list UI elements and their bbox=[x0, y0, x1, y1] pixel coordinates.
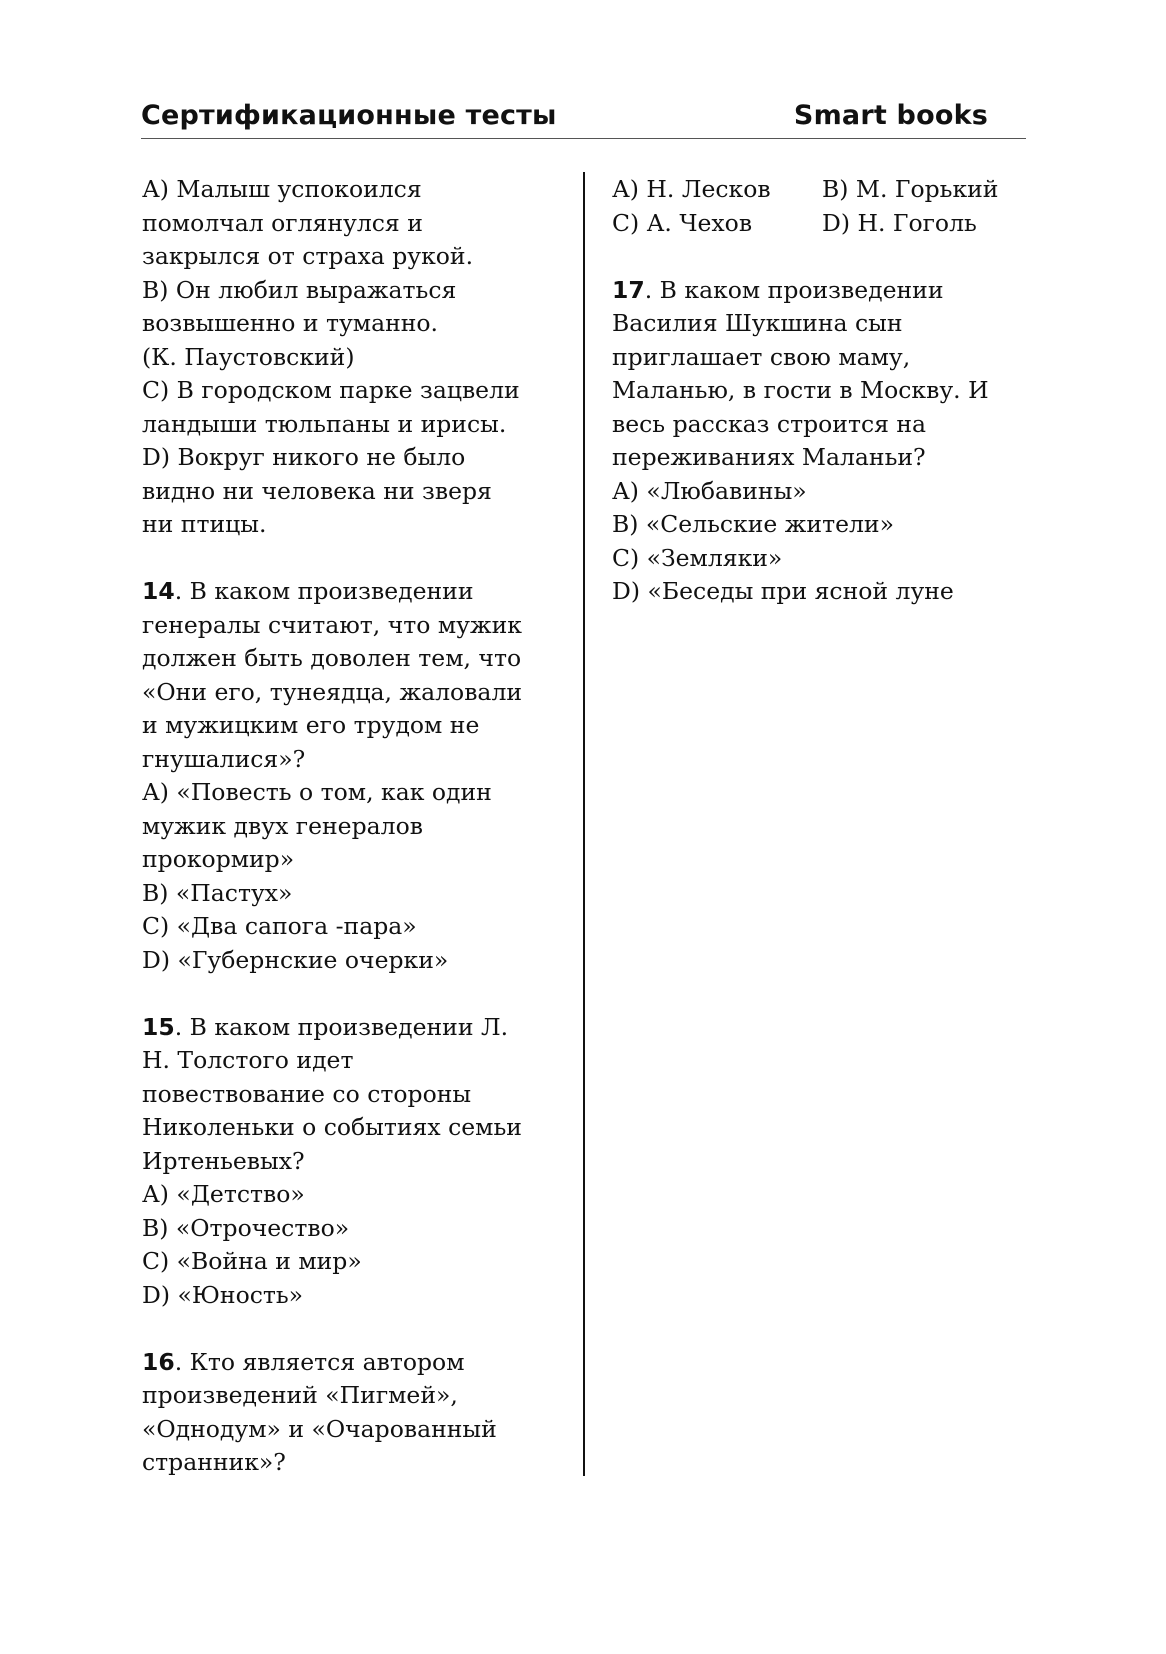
question-number: 14 bbox=[142, 577, 175, 605]
answer-option: А) «Детство» bbox=[142, 1180, 305, 1208]
text-line: должен быть доволен тем, что bbox=[142, 644, 522, 672]
left-column bbox=[142, 173, 572, 1480]
text-line: приглашает свою маму, bbox=[612, 342, 911, 371]
text-line: помолчал оглянулся и bbox=[142, 208, 423, 237]
answer-option: А) «Любавины» bbox=[612, 476, 807, 505]
text-line: гнушалися»? bbox=[142, 744, 306, 773]
text-line: странник»? bbox=[142, 1448, 286, 1476]
question-15-heading bbox=[142, 1011, 572, 1045]
answer-option: D) «Губернские очерки» bbox=[142, 945, 449, 974]
text-line: мужик двух генералов bbox=[142, 811, 423, 840]
right-column bbox=[612, 173, 1032, 609]
answer-option: С) «Земляки» bbox=[612, 543, 783, 572]
header-brand: Smart books bbox=[793, 100, 988, 131]
answer-option: D) «Беседы при ясной луне bbox=[612, 577, 954, 605]
question-number: 15 bbox=[142, 1012, 175, 1041]
text-line: переживаниях Маланьи? bbox=[612, 443, 926, 471]
answer-option: D) «Юность» bbox=[142, 1280, 304, 1309]
spacer bbox=[142, 1312, 572, 1346]
text-line: генералы считают, что мужик bbox=[142, 610, 522, 639]
question-number: 17 bbox=[612, 275, 645, 304]
answer-option: А) «Повесть о том, как один bbox=[142, 778, 492, 806]
text-line: Василия Шукшина сын bbox=[612, 309, 903, 337]
text-line: прокормир» bbox=[142, 845, 295, 873]
question-text: . В каком произведении bbox=[644, 275, 944, 304]
text-line: видно ни человека ни зверя bbox=[142, 476, 492, 505]
answer-option: С) «Война и мир» bbox=[142, 1247, 362, 1275]
question-text: . Кто является автором bbox=[174, 1347, 465, 1376]
question-17 bbox=[612, 274, 1032, 609]
question-16-options bbox=[612, 173, 1032, 240]
text-line: и мужицким его трудом не bbox=[142, 711, 480, 739]
text-line: ни птицы. bbox=[142, 510, 267, 538]
answer-option: С) «Два сапога -пара» bbox=[142, 912, 417, 940]
text-line: «Они его, тунеядца, жаловали bbox=[142, 677, 523, 706]
text-line: D) Вокруг никого не было bbox=[142, 443, 466, 471]
answer-option: D) Н. Гоголь bbox=[822, 208, 977, 237]
question-text: . В каком произведении Л. bbox=[174, 1012, 509, 1041]
text-line: возвышенно и туманно. bbox=[142, 309, 439, 337]
text-line: Маланью, в гости в Москву. И bbox=[612, 376, 989, 404]
question-14 bbox=[142, 575, 572, 977]
text-line: Иртеньевых? bbox=[142, 1146, 305, 1175]
spacer bbox=[142, 977, 572, 1011]
question-16-heading bbox=[142, 1346, 572, 1380]
text-line: С) В городском парке зацвели bbox=[142, 376, 520, 404]
answer-row bbox=[612, 207, 1032, 241]
question-number: 16 bbox=[142, 1347, 175, 1376]
question-15 bbox=[142, 1011, 572, 1313]
text-line: произведений «Пигмей», bbox=[142, 1381, 458, 1409]
column-divider bbox=[583, 172, 585, 1476]
text-line: «Однодум» и «Очарованный bbox=[142, 1414, 497, 1443]
text-line: Н. Толстого идет bbox=[142, 1046, 354, 1074]
question-text: . В каком произведении bbox=[174, 577, 474, 605]
text-line: А) Малыш успокоился bbox=[142, 175, 422, 203]
question-17-heading bbox=[612, 274, 1032, 308]
answer-option: В) «Отрочество» bbox=[142, 1213, 350, 1242]
answer-option: А) Н. Лесков bbox=[612, 175, 771, 203]
page-header bbox=[141, 98, 1026, 139]
question-13-options bbox=[142, 173, 572, 542]
answer-row bbox=[612, 173, 1032, 207]
text-line: (К. Паустовский) bbox=[142, 342, 355, 371]
text-line: ландыши тюльпаны и ирисы. bbox=[142, 409, 507, 438]
answer-option: В) «Сельские жители» bbox=[612, 510, 894, 538]
answer-option: В) «Пастух» bbox=[142, 878, 293, 907]
spacer bbox=[142, 542, 572, 576]
text-line: весь рассказ строится на bbox=[612, 409, 927, 438]
text-line: повествование со стороны bbox=[142, 1079, 472, 1108]
text-line: В) Он любил выражаться bbox=[142, 275, 457, 304]
question-16 bbox=[142, 1346, 572, 1480]
answer-option: В) М. Горький bbox=[822, 175, 999, 203]
text-line: Николеньки о событиях семьи bbox=[142, 1113, 522, 1141]
answer-option: С) А. Чехов bbox=[612, 208, 753, 237]
question-14-heading bbox=[142, 575, 572, 609]
spacer bbox=[612, 240, 1032, 274]
header-title: Сертификационные тесты bbox=[141, 100, 557, 131]
text-line: закрылся от страха рукой. bbox=[142, 242, 474, 270]
